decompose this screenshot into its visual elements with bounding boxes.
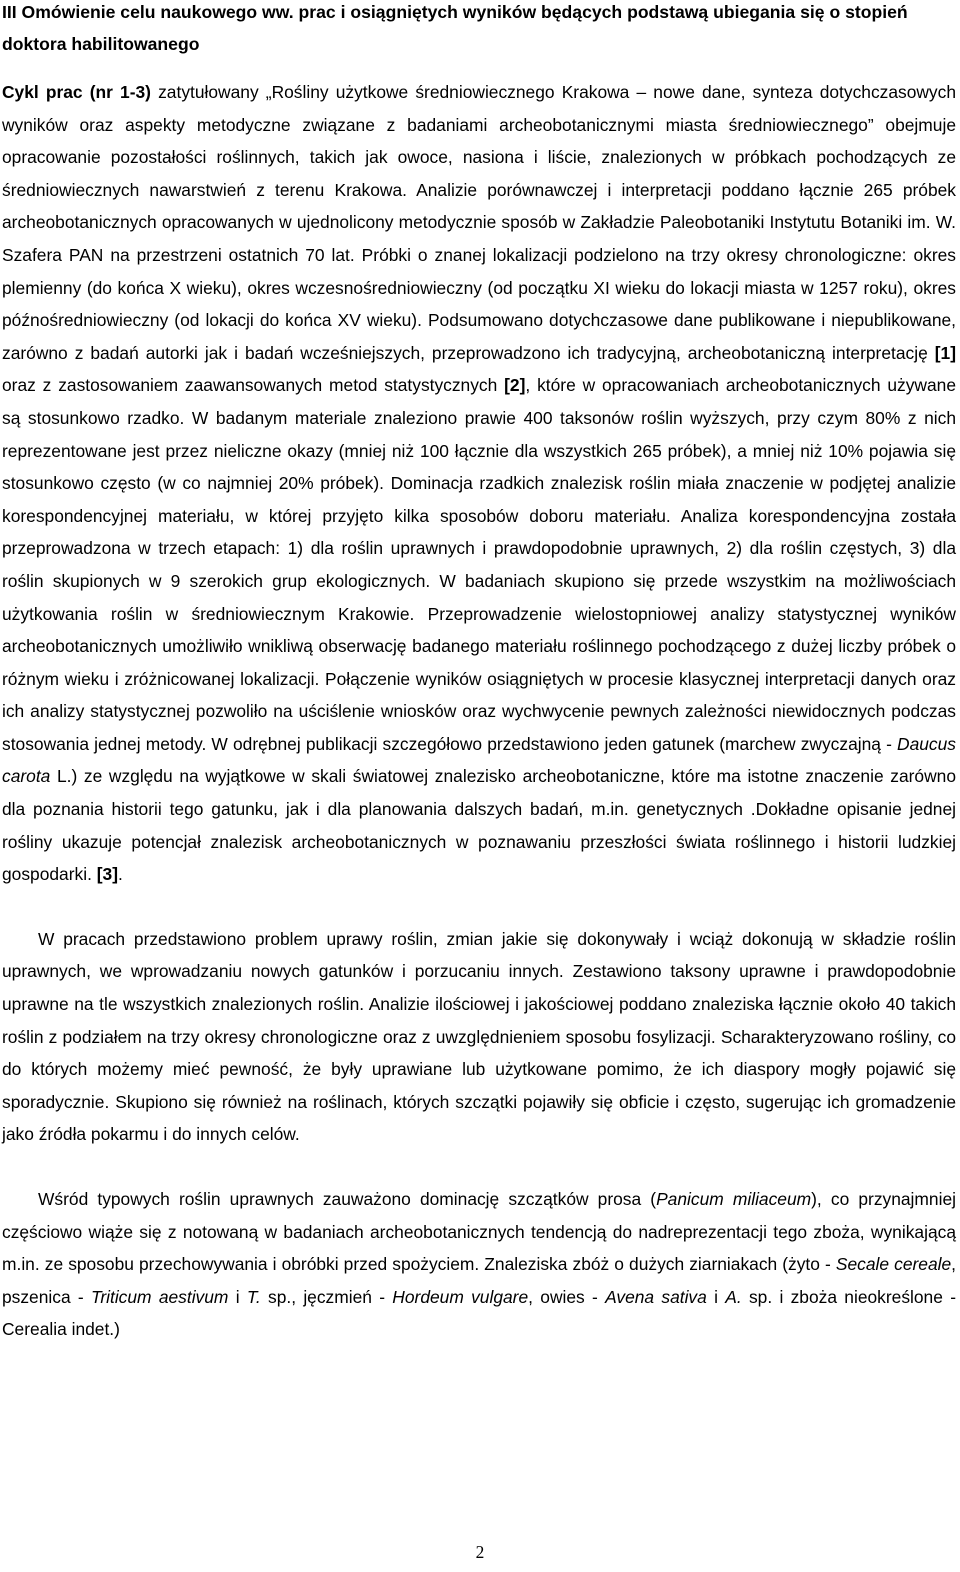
paragraph-3 xyxy=(2,1183,956,1346)
paragraph-1-text-d: L.) ze względu na wyjątkowe w skali światowej znalezisko archeobotaniczne, które ma istotne znaczenie zarówno dla poznania historii tego gatunku, jak i dla planowania dalszych badań, m.in. genetycznych .Dokładne opisanie jednej rośliny ukazuje potencjał znalezisk archeobotanicznych w poznawaniu przeszłości świata roślinnego i historii ludzkiej gospodarki. xyxy=(2,766,956,885)
citation-2: [2] xyxy=(504,375,526,396)
citation-3: [3] xyxy=(96,864,119,885)
paragraph-3-text-c: , pszenica - xyxy=(2,1254,957,1307)
taxon-a-abbrev: A. xyxy=(725,1286,742,1307)
section-heading: III Omówienie celu naukowego ww. prac i osiągniętych wyników będących podstawą ubiegania się o stopień doktora habilitowanego xyxy=(2,2,908,54)
citation-1: [1] xyxy=(934,342,956,363)
paragraph-3-text-h: sp. i zboża nieokreślone - Cerealia indet.) xyxy=(2,1286,956,1340)
taxon-panicum: Panicum miliaceum xyxy=(656,1189,812,1209)
taxon-avena: Avena sativa xyxy=(605,1286,707,1307)
taxon-secale: Secale cereale xyxy=(835,1254,952,1275)
page-number: 2 xyxy=(475,1542,485,1562)
paragraph-1 xyxy=(2,76,956,891)
paragraph-3-text-a: Wśród typowych roślin uprawnych zauważono dominację szczątków prosa ( xyxy=(38,1189,657,1209)
cycle-title-bold: Cykl prac (nr 1-3) xyxy=(2,82,151,102)
paragraph-1-text-e: . xyxy=(118,864,123,885)
taxon-triticum: Triticum aestivum xyxy=(91,1286,229,1307)
taxon-t-abbrev: T. xyxy=(246,1286,261,1307)
paragraph-2: W pracach przedstawiono problem uprawy roślin, zmian jakie się dokonywały i wciąż dokonują w składzie roślin uprawnych, we wprowadzaniu nowych gatunków i porzucaniu innych. Zestawiono taksony uprawne i prawdopodobnie uprawne na tle wszystkich znalezionych roślin. Analizie ilościowej i jakościowej poddano znaleziska łącznie około 40 takich roślin z podziałem na trzy okresy chronologiczne oraz z uwzględnieniem sposobu fosylizacji. Scharakteryzowano rośliny, co do których możemy mieć pewność, że były uprawiane lub użytkowane pomimo, że ich diaspory mogły pojawić się sporadycznie. Skupiono się również na roślinach, których szczątki pojawiły się obficie i często, sugerując ich gromadzenie jako źródła pokarmu i do innych celów. xyxy=(2,928,956,1145)
paragraph-3-text-g: i xyxy=(706,1286,726,1307)
paragraph-3-text-e: sp., jęczmień - xyxy=(260,1286,393,1307)
paragraph-1-text-b: oraz z zastosowaniem zaawansowanych metod statystycznych xyxy=(2,375,505,396)
taxon-hordeum: Hordeum vulgare xyxy=(392,1286,529,1307)
paragraph-3-text-d: i xyxy=(228,1286,247,1307)
paragraph-1-text-c: , które w opracowaniach archeobotanicznych używane są stosunkowo rzadko. W badanym materiale znaleziono prawie 400 taksonów roślin wyższych, przy czym 80% z nich reprezentowane jest przez nieliczne okazy (mniej niż 100 łącznie dla wszystkich 265 próbek), a mniej niż 10% pojawia się stosunkowo często (w co najmniej 20% próbek). Dominacja rzadkich znalezisk roślin miała znaczenie w podjętej analizie korespondencyjnej materiału, w której przyjęto kilka sposobów doboru materiału. Analiza korespondencyjna została przeprowadzona w trzech etapach: 1) dla roślin uprawnych i prawdopodobnie uprawnych, 2) dla roślin częstych, 3) dla roślin skupionych w 9 szerokich grup ekologicznych. W badaniach skupiono się przede wszystkim na możliwościach użytkowania roślin w średniowiecznym Krakowie. Przeprowadzenie wielostopniowej analizy statystycznej wyników archeobotanicznych umożliwiło wnikliwą obserwację badanego materiału roślinnego pochodzącego z dużej liczby próbek o różnym wieku i zróżnicowanej lokalizacji. Połączenie wyników osiągniętych w procesie klasycznej interpretacji danych oraz ich analizy statystycznej pozwoliło na uściślenie wniosków oraz wychwycenie pewnych zależności niewidocznych podczas stosowania jednej metody. W odrębnej publikacji szczegółowo przedstawiono jeden gatunek (marchew zwyczajną - xyxy=(2,375,956,754)
paragraph-1-text-a: zatytułowany „Rośliny użytkowe średniowiecznego Krakowa – nowe dane, synteza dotychczasowych wyników oraz aspekty metodyczne związane z badaniami archeobotanicznymi miasta średniowiecznego” obejmuje opracowanie pozostałości roślinnych, takich jak owoce, nasiona i liście, znalezionych w próbkach pochodzących ze średniowiecznych nawarstwień z terenu Krakowa. Analizie porównawczej i interpretacji poddano łącznie 265 próbek archeobotanicznych opracowanych w ujednolicony metodycznie sposób w Zakładzie Paleobotaniki Instytutu Botaniki im. W. Szafera PAN na przestrzeni ostatnich 70 lat. Próbki o znanej lokalizacji podzielono na trzy okresy chronologiczne: okres plemienny (do końca X wieku), okres wczesnośredniowieczny (od początku XI wieku do lokacji miasta w 1257 roku), okres późnośredniowieczny (od lokacji do końca XV wieku). Podsumowano dotychczasowe dane publikowane i niepublikowane, zarówno z badań autorki jak i badań wcześniejszych, przeprowadzono ich tradycyjną, archeobotaniczną interpretację xyxy=(2,82,956,363)
paragraph-3-text-f: , owies - xyxy=(528,1286,606,1307)
paragraph-3-text-b: ), co przynajmniej częściowo wiąże się z notowaną w badaniach archeobotanicznych tendencją do nadreprezentacji tego zboża, wynikającą m.in. ze sposobu przechowywania i obróbki przed spożyciem. Znaleziska zbóż o dużych ziarniakach (żyto - xyxy=(2,1189,956,1275)
taxon-daucus-carota: Daucus carota xyxy=(2,733,956,787)
